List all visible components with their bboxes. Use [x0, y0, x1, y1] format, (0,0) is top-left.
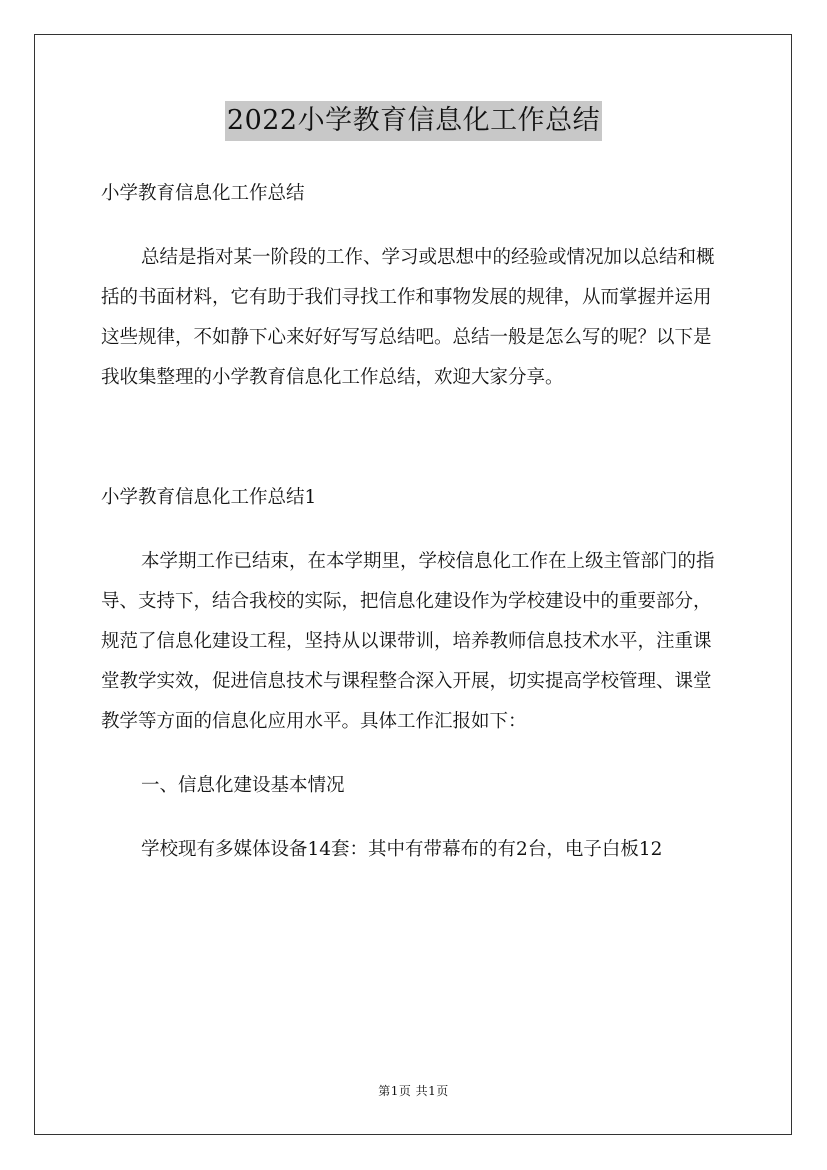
document-body — [101, 174, 729, 870]
document-title: 2022小学教育信息化工作总结 — [225, 101, 602, 141]
title-wrap — [0, 101, 827, 141]
spacer — [101, 438, 729, 478]
spacer — [101, 806, 729, 830]
section-paragraph: 本学期工作已结束，在本学期里，学校信息化工作在上级主管部门的指导、支持下，结合我校的实际，把信息化建设作为学校建设中的重要部分，规范了信息化建设工程，坚持从以课带训，培养教师信息技术水平，注重课堂教学实效，促进信息技术与课程整合深入开展，切实提高学校管理、课堂教学等方面的信息化应用水平。具体工作汇报如下： — [101, 551, 715, 732]
document-subtitle: 小学教育信息化工作总结 — [101, 183, 305, 204]
page-footer: 第1页 共1页 — [378, 1084, 449, 1098]
spacer — [101, 214, 729, 238]
spacer — [101, 398, 729, 438]
spacer — [101, 518, 729, 542]
section-heading: 小学教育信息化工作总结1 — [101, 487, 317, 508]
subsection-heading: 一、信息化建设基本情况 — [141, 775, 345, 796]
intro-paragraph: 总结是指对某一阶段的工作、学习或思想中的经验或情况加以总结和概括的书面材料，它有助于我们寻找工作和事物发展的规律，从而掌握并运用这些规律，不如静下心来好好写写总结吧。总结一般是怎么写的呢？以下是我收集整理的小学教育信息化工作总结，欢迎大家分享。 — [101, 247, 715, 388]
subsection-paragraph: 学校现有多媒体设备14套：其中有带幕布的有2台，电子白板12 — [141, 839, 663, 860]
spacer — [101, 742, 729, 766]
